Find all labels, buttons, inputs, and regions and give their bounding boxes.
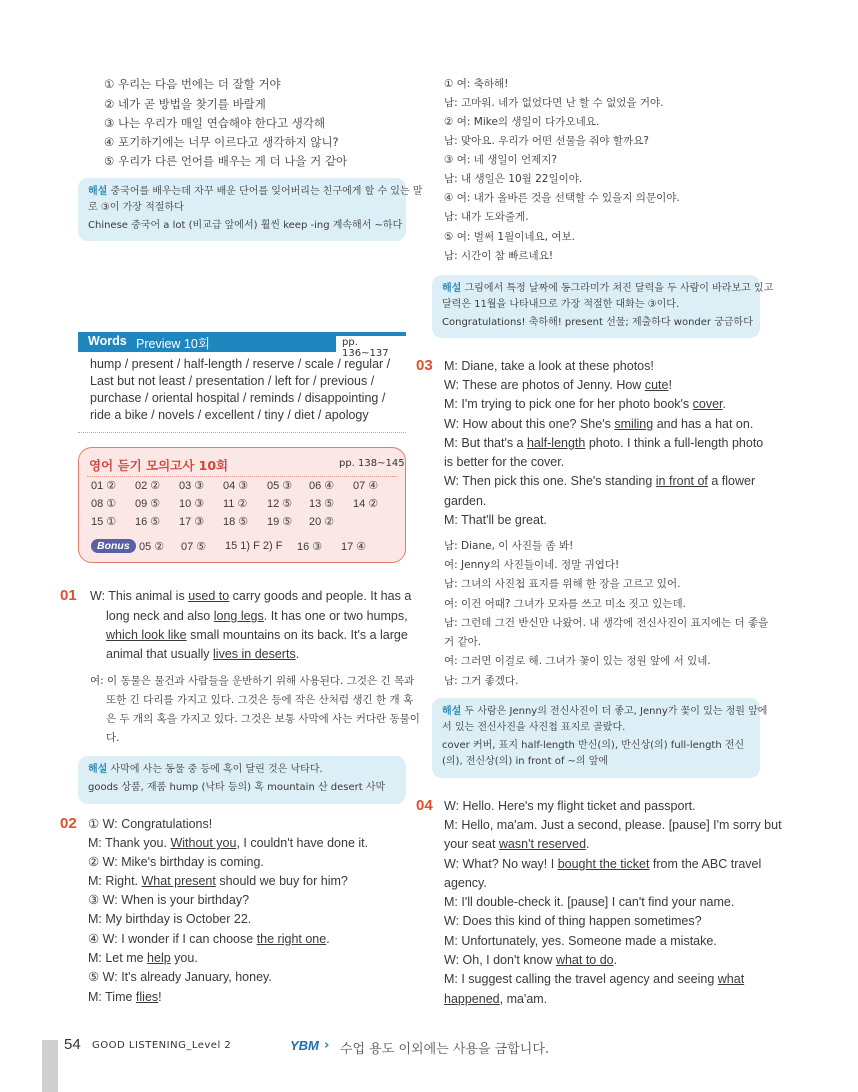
tip-text: 사막에 사는 동물 중 등에 혹이 달린 것은 낙타다. <box>110 764 323 775</box>
tip-text: 서 있는 전신사진을 사진첩 표지로 골랐다. <box>442 722 626 733</box>
bonus-answer: 15 1) F 2) F <box>225 540 283 552</box>
words-line: hump / present / half-length / reserve / scale / regular / <box>90 357 391 371</box>
question-number: 04 <box>416 797 433 814</box>
answer: 18 ⑤ <box>223 516 249 528</box>
bonus-answer: 16 ③ <box>297 541 323 553</box>
mock-title: 영어 듣기 모의고사 10회 <box>89 458 229 473</box>
question-number: 02 <box>60 815 77 832</box>
answer: 03 ③ <box>179 480 205 492</box>
words-line: purchase / oriental hospital / reminds / disappointing / <box>90 391 386 405</box>
page-number: 54 <box>64 1036 81 1053</box>
bonus-badge: Bonus <box>91 539 136 553</box>
option-3: ③ 나는 우리가 매일 연습해야 한다고 생각해 <box>104 116 326 130</box>
answer: 19 ⑤ <box>267 516 293 528</box>
words-pages: pp. 136~137 <box>342 337 389 359</box>
answer: 10 ③ <box>179 498 205 510</box>
words-title: Words <box>88 334 127 348</box>
answer: 13 ⑤ <box>309 498 335 510</box>
tip-box-q02 <box>432 275 774 338</box>
answer: 09 ⑤ <box>135 498 161 510</box>
tip-head: 해설 <box>442 283 462 294</box>
answer: 14 ② <box>353 498 379 510</box>
answer: 15 ① <box>91 516 117 528</box>
answer: 12 ⑤ <box>267 498 293 510</box>
answer: 08 ① <box>91 498 117 510</box>
tip-vocab: goods 상품, 재품 hump (낙타 등의) 혹 mountain 산 desert 사막 <box>88 782 386 793</box>
mock-test-answer-box <box>78 447 406 563</box>
answer: 20 ② <box>309 516 335 528</box>
tip-vocab: (의), 전신상(의) in front of ~의 앞에 <box>442 756 609 767</box>
tip-box-q01 <box>78 756 406 804</box>
chevron-right-icon: › <box>324 1038 330 1053</box>
answer: 02 ② <box>135 480 161 492</box>
answer: 11 ② <box>223 498 248 510</box>
bonus-answer: 05 ② <box>139 541 165 553</box>
answer: 05 ③ <box>267 480 293 492</box>
answer: 04 ③ <box>223 480 249 492</box>
divider <box>78 432 406 433</box>
tip-text: 그림에서 특정 날짜에 동그라미가 쳐진 달력을 두 사람이 바라보고 있고 <box>464 283 774 294</box>
option-1: ① 우리는 다음 번에는 더 잘할 거야 <box>104 77 281 91</box>
tip-vocab: cover 커버, 표지 half-length 반신(의), 반신상(의) full-length 전신 <box>442 740 745 751</box>
option-4: ④ 포기하기에는 너무 이르다고 생각하지 않니? <box>104 135 339 149</box>
answer: 06 ④ <box>309 480 335 492</box>
bonus-answer: 07 ⑤ <box>181 541 207 553</box>
usage-notice: 수업 용도 이외에는 사용을 금합니다. <box>340 1042 550 1057</box>
page-edge-bar <box>42 1040 58 1092</box>
book-title: GOOD LISTENING_Level 2 <box>92 1040 232 1051</box>
publisher-logo: YBM <box>290 1038 319 1053</box>
words-line: Last but not least / presentation / left for / previous / <box>90 374 375 388</box>
mock-pages: pp. 138~145 <box>339 458 405 469</box>
answer: 07 ④ <box>353 480 379 492</box>
divider <box>87 476 397 477</box>
tip-text: 두 사람은 Jenny의 전신사진이 더 좋고, Jenny가 꽃이 있는 정원 앞에 <box>464 706 768 717</box>
bonus-answer: 17 ④ <box>341 541 367 553</box>
answer: 16 ⑤ <box>135 516 161 528</box>
tip-text: 중국어를 배우는데 자꾸 배운 단어를 잊어버리는 친구에게 할 수 있는 말 <box>110 186 423 197</box>
words-pages-tab <box>336 336 406 359</box>
tip-head: 해설 <box>442 706 462 717</box>
question-number: 01 <box>60 587 77 604</box>
tip-text: 달력은 11월을 나타내므로 가장 적절한 대화는 ③이다. <box>442 299 680 310</box>
tip-head: 해설 <box>88 764 108 775</box>
answer: 17 ③ <box>179 516 205 528</box>
tip-box-q00 <box>78 178 423 241</box>
question-number: 03 <box>416 357 433 374</box>
tip-head: 해설 <box>88 186 108 197</box>
answer: 01 ② <box>91 480 117 492</box>
words-subtitle: Preview 10회 <box>136 337 210 351</box>
tip-vocab: Chinese 중국어 a lot (비교급 앞에서) 훨씬 keep -ing 계속해서 ~하다 <box>88 220 403 231</box>
tip-text: 로 ③이 가장 적절하다 <box>88 202 184 213</box>
option-5: ⑤ 우리가 다른 언어를 배우는 게 더 나을 거 같아 <box>104 154 348 168</box>
tip-box-q03 <box>432 698 768 778</box>
tip-vocab: Congratulations! 축하해! present 선물; 제출하다 wonder 궁금하다 <box>442 317 753 328</box>
option-2: ② 네가 곧 방법을 찾기를 바랄게 <box>104 97 266 111</box>
words-line: ride a bike / novels / excellent / tiny / diet / apology <box>90 408 369 422</box>
